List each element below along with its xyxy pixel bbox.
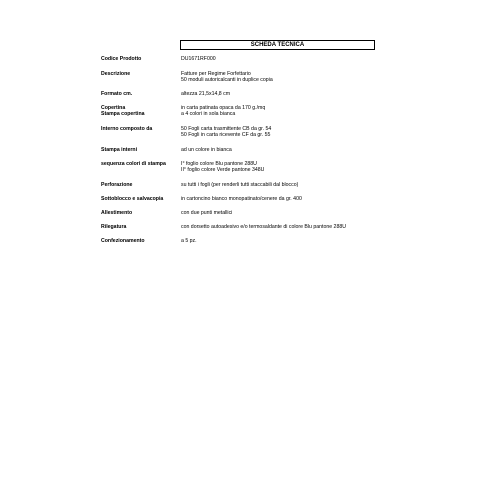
- spec-value-line: in cartoncino bianco monopatinato/cenere da gr. 400: [181, 196, 302, 202]
- spec-label-line: Copertina: [101, 105, 126, 111]
- spec-value-line: con due punti metallici: [181, 210, 233, 216]
- spec-value: [181, 105, 401, 117]
- spec-value-line: a 4 colori in sola bianca: [181, 111, 236, 118]
- spec-label: [101, 182, 181, 188]
- spec-value-line: Fatture per Regime Forfettario: [181, 71, 251, 77]
- spec-label: [101, 105, 181, 117]
- spec-label-line: Sottoblocco e salvacopia: [101, 196, 164, 202]
- spec-value: [181, 238, 401, 244]
- spec-label-line: Descrizione: [101, 71, 131, 77]
- spec-label: [101, 71, 181, 77]
- spec-value-line: altezza 21,5x14,8 cm: [181, 91, 231, 97]
- spec-label: [101, 91, 181, 97]
- spec-value: [181, 126, 401, 138]
- spec-value-line: 50 Fogli carta trasmittente CB da gr. 54: [181, 126, 272, 132]
- spec-label-line: Confezionamento: [101, 238, 145, 244]
- spec-value: [181, 161, 401, 173]
- spec-label-line: sequenza colori di stampa: [101, 161, 166, 167]
- spec-value: [181, 56, 401, 62]
- spec-value: [181, 91, 401, 97]
- spec-value: [181, 182, 401, 188]
- spec-label: [101, 210, 181, 216]
- document-title: SCHEDA TECNICA: [180, 40, 375, 50]
- spec-value: [181, 196, 401, 202]
- spec-label-line: Formato cm.: [101, 91, 133, 97]
- spec-value-line: 50 moduli autoricalcanti in duplice copia: [181, 77, 273, 84]
- spec-label-line: Allestimento: [101, 210, 133, 216]
- spec-label: [101, 224, 181, 230]
- spec-label-line: Codice Prodotto: [101, 56, 142, 62]
- spec-label: [101, 147, 181, 153]
- spec-label: [101, 238, 181, 244]
- spec-label: [101, 56, 181, 62]
- spec-value: [181, 147, 401, 153]
- spec-label-line: Perforazione: [101, 182, 133, 188]
- spec-label: [101, 196, 181, 202]
- spec-label: [101, 126, 181, 132]
- spec-value-line: su tutti i fogli (per renderli tutti staccabili dal blocco): [181, 182, 299, 188]
- spec-value-line: a 5 pz.: [181, 238, 197, 244]
- spec-label-line: Stampa copertina: [101, 111, 145, 118]
- spec-label-line: Rilegatura: [101, 224, 127, 230]
- spec-value-line: 50 Fogli in carta ricevente CF da gr. 55: [181, 132, 271, 139]
- spec-label: [101, 161, 181, 167]
- spec-value: [181, 224, 401, 230]
- spec-value-line: DU1671RF000: [181, 56, 216, 62]
- spec-value-line: I° foglio colore Blu pantone 288U: [181, 161, 257, 167]
- spec-value-line: in carta patinata opaca da 170 g./mq: [181, 105, 266, 111]
- spec-value-line: ad un colore in bianca: [181, 147, 232, 153]
- spec-label-line: Stampa interni: [101, 147, 138, 153]
- spec-label-line: Interno composto da: [101, 126, 153, 132]
- spec-value-line: con dorsetto autoadesivo e/o termosaldante di colore Blu pantone 288U: [181, 224, 346, 230]
- spec-value: [181, 210, 401, 216]
- spec-value-line: II° foglio colore Verde pantone 348U: [181, 167, 265, 174]
- spec-value: [181, 71, 401, 83]
